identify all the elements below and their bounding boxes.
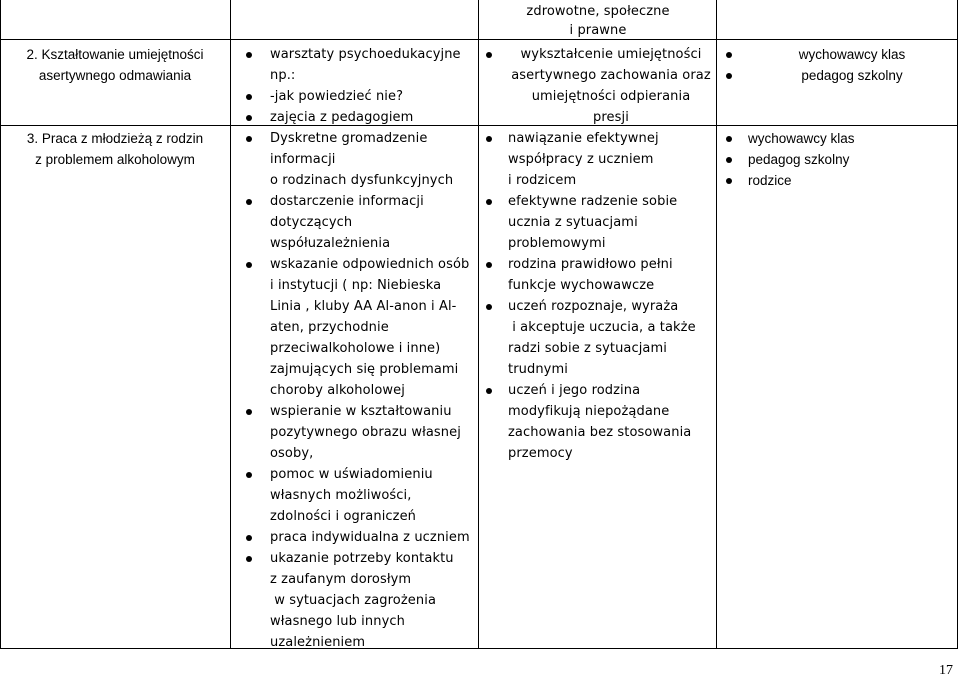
row2-methods-list [246,44,474,128]
list-item [486,149,714,170]
bullet-icon [246,535,252,541]
list-item [246,107,474,128]
list-item [246,338,474,359]
list-item-text: Linia , kluby AA Al-anon i Al- [270,299,457,314]
list-item [486,254,714,275]
bullet-icon [246,472,252,478]
row2-title-line: 2. Kształtowanie umiejętności [26,47,204,62]
list-item [486,401,714,422]
list-item-text: przeciwalkoholowe i inne) [270,341,441,356]
list-item [246,359,474,380]
col-divider [0,0,1,648]
list-item [486,443,714,464]
list-item [486,422,714,443]
list-item-text: ucznia z sytuacjami [508,215,638,230]
list-item-text: w sytuacjach zagrożenia [270,593,437,608]
col-divider [230,0,231,648]
list-item [486,65,714,86]
bullet-icon [486,199,492,205]
bullet-icon [726,136,732,142]
list-item-text: przemocy [508,446,573,461]
list-item-text: ukazanie potrzeby kontaktu [270,551,454,566]
list-item [246,44,474,65]
bullet-icon [486,136,492,142]
list-item [246,296,474,317]
list-item [486,107,714,128]
list-item [486,44,714,65]
list-item-text: efektywne radzenie sobie [508,194,678,209]
list-item-text: zdolności i ograniczeń [270,509,417,524]
list-item-text: warsztaty psychoedukacyjne [270,47,461,62]
list-item-text: choroby alkoholowej [270,383,405,398]
bullet-icon [246,409,252,415]
list-item [246,86,474,107]
list-item-text: -jak powiedzieć nie? [270,89,404,104]
row-divider [0,39,958,40]
row2-responsible-list [726,44,956,86]
bullet-icon [246,115,252,121]
list-item-text: i instytucji ( np: Niebieska [270,278,442,293]
list-item [246,191,474,212]
list-item [486,233,714,254]
prev-row-effects-cell [480,2,716,40]
list-item [246,569,474,590]
list-item [486,275,714,296]
list-item [726,170,956,191]
bullet-icon [246,136,252,142]
bullet-icon [726,52,732,58]
list-item-text: o rodzinach dysfunkcyjnych [270,173,454,188]
list-item-text: np.: [270,68,296,83]
bullet-icon [486,304,492,310]
list-item [726,44,956,65]
list-item-text: współpracy z uczniem [508,152,654,167]
list-item [246,317,474,338]
list-item [486,212,714,233]
list-item-text: i rodzicem [508,173,577,188]
list-item-text: pedagog szkolny [748,152,850,167]
col-divider [478,0,479,648]
list-item-text: funkcje wychowawcze [508,278,655,293]
list-item-text: z zaufanym dorosłym [270,572,412,587]
bullet-icon [726,178,732,184]
list-item-text: zajęcia z pedagogiem [270,110,414,125]
row2-title-line: asertywnego odmawiania [38,68,192,83]
page-number: 17 [939,663,953,678]
list-item [246,212,474,233]
row-divider [0,125,958,126]
row2-title-cell [0,44,230,86]
bullet-icon [246,199,252,205]
row3-title-line: z problemem alkoholowym [35,152,195,167]
list-item [246,401,474,422]
list-item-text: wychowawcy klas [798,47,906,62]
col-divider [716,0,717,648]
list-item-text: radzi sobie z sytuacjami [508,341,667,356]
list-item-text: współuzależnienia [270,236,391,251]
list-item [246,170,474,191]
list-item-text: pomoc w uświadomieniu [270,467,433,482]
list-item [486,128,714,149]
prev-row-effects-line: zdrowotne, społeczne [526,4,670,19]
list-item-text: dostarczenie informacji [270,194,424,209]
list-item [246,506,474,527]
bullet-icon [246,556,252,562]
list-item [486,338,714,359]
row-divider [0,648,958,649]
list-item-text: wykształcenie umiejętności [520,47,702,62]
list-item-text: własnego lub innych [270,614,405,629]
bullet-icon [486,262,492,268]
list-item [726,128,956,149]
list-item-text: Dyskretne gromadzenie [270,131,428,146]
row3-responsible-list [726,128,956,191]
list-item [246,527,474,548]
bullet-icon [486,52,492,58]
row3-effects-list [486,128,714,464]
bullet-icon [726,73,732,79]
row2-effects-list [486,44,714,128]
list-item-text: rodzice [748,173,792,188]
list-item-text: wskazanie odpowiednich osób [270,257,470,272]
list-item-text: praca indywidualna z uczniem [270,530,470,545]
list-item-text: zajmujących się problemami [270,362,459,377]
list-item [246,464,474,485]
list-item-text: uzależnieniem [270,635,366,650]
list-item-text: presji [593,110,629,125]
list-item [246,149,474,170]
list-item [486,359,714,380]
list-item [246,128,474,149]
list-item-text: asertywnego zachowania oraz [511,68,711,83]
bullet-icon [246,262,252,268]
list-item-text: problemowymi [508,236,606,251]
row3-methods-list [246,128,474,653]
list-item-text: uczeń rozpoznaje, wyraża [508,299,679,314]
list-item-text: osoby, [270,446,314,461]
bullet-icon [246,52,252,58]
col-divider [957,0,958,648]
row3-title-cell [0,128,230,170]
list-item [726,149,956,170]
list-item-text: pozytywnego obrazu własnej [270,425,461,440]
list-item-text: informacji [270,152,336,167]
list-item [486,86,714,107]
list-item [246,632,474,653]
list-item-text: własnych możliwości, [270,488,412,503]
list-item-text: wspieranie w kształtowaniu [270,404,452,419]
list-item [246,422,474,443]
list-item [726,65,956,86]
list-item-text: uczeń i jego rodzina [508,383,641,398]
bullet-icon [486,388,492,394]
list-item [246,443,474,464]
bullet-icon [246,94,252,100]
list-item-text: aten, przychodnie [270,320,389,335]
list-item [486,170,714,191]
list-item [246,233,474,254]
list-item-text: umiejętności odpierania [531,89,691,104]
list-item [246,485,474,506]
list-item [246,65,474,86]
list-item [486,296,714,317]
list-item [246,590,474,611]
list-item [246,275,474,296]
list-item-text: wychowawcy klas [748,131,855,146]
bullet-icon [726,157,732,163]
list-item-text: i akceptuje uczucia, a także [508,320,696,335]
list-item-text: modyfikują niepożądane [508,404,670,419]
list-item [246,380,474,401]
list-item-text: trudnymi [508,362,568,377]
list-item [486,191,714,212]
list-item [486,380,714,401]
row3-title-line: 3. Praca z młodzieżą z rodzin [26,131,204,146]
list-item-text: pedagog szkolny [801,68,903,83]
list-item-text: nawiązanie efektywnej [508,131,659,146]
list-item-text: zachowania bez stosowania [508,425,692,440]
prev-row-effects-line: i prawne [569,23,627,38]
list-item [246,548,474,569]
list-item [246,611,474,632]
list-item [486,317,714,338]
list-item [246,254,474,275]
list-item-text: rodzina prawidłowo pełni [508,257,673,272]
list-item-text: dotyczących [270,215,353,230]
